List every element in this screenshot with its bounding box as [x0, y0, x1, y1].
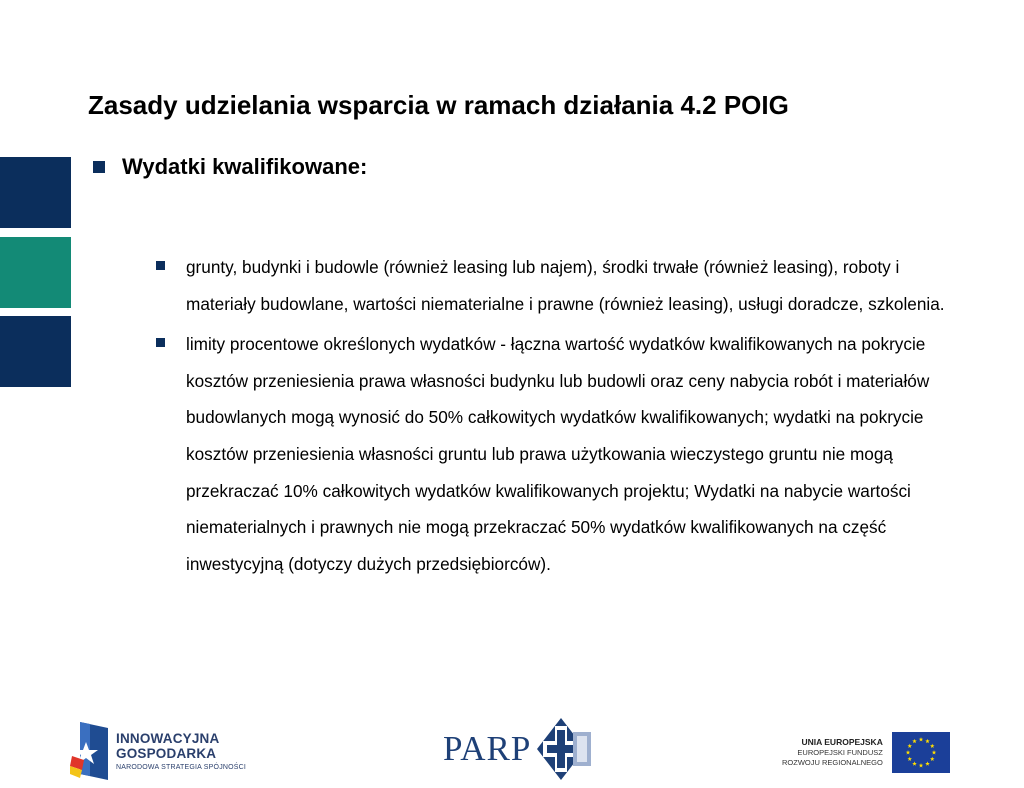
- parp-logo: [443, 718, 593, 780]
- footer-logos: [0, 716, 1024, 788]
- slide-title: Zasady udzielania wsparcia w ramach działania 4.2 POIG: [88, 90, 789, 120]
- side-block-navy-bottom: [0, 316, 71, 387]
- innowacyjna-star-mark-icon: [70, 722, 108, 780]
- square-bullet-icon: [156, 338, 165, 347]
- ue-fund: EUROPEJSKI FUNDUSZ: [797, 748, 883, 757]
- unia-europejska-logo: [782, 732, 950, 773]
- bullet-text: grunty, budynki i budowle (również leasing lub najem), środki trwałe (również leasing), roboty i materiały budowlane, wartości niematerialne i prawne (również leasing), usługi doradcze, szkolenia.: [186, 257, 945, 314]
- ue-title: UNIA EUROPEJSKA: [801, 737, 883, 747]
- square-bullet-icon: [93, 161, 105, 173]
- heading-item: [93, 154, 367, 180]
- parp-diamond-icon: [537, 718, 593, 780]
- strategia-text: NARODOWA STRATEGIA SPÓJNOŚCI: [116, 764, 247, 771]
- ue-region: ROZWOJU REGIONALNEGO: [782, 758, 883, 767]
- list-item: [156, 249, 956, 322]
- eu-flag-icon: [892, 732, 950, 773]
- innowacyjna-text: INNOWACYJNA: [116, 731, 220, 746]
- heading-text: Wydatki kwalifikowane:: [122, 154, 368, 179]
- bullet-list: [156, 249, 956, 582]
- gospodarka-text: GOSPODARKA: [116, 746, 217, 761]
- square-bullet-icon: [156, 261, 165, 270]
- side-block-teal: [0, 237, 71, 308]
- bullet-text: limity procentowe określonych wydatków - łączna wartość wydatków kwalifikowanych na pokrycie kosztów przeniesienia prawa własności budynku lub budowli oraz ceny nabycia robót i materiałów budowlanych mogą wynosić do 50% całkowitych wydatków kwalifikowanych; wydatki na pokrycie kosztów przeniesienia własności gruntu lub prawa użytkowania wieczystego gruntu nie mogą przekraczać 10% całkowitych wydatków kwalifikowanych projektu; Wydatki na nabycie wartości niematerialnych i prawnych nie mogą przekraczać 50% wydatków kwalifikowanych na część inwestycyjną (dotyczy dużych przedsiębiorców).: [186, 334, 930, 574]
- parp-wordmark: PARP: [443, 729, 532, 768]
- list-item: [156, 326, 956, 582]
- innowacyjna-gospodarka-logo: [70, 722, 246, 780]
- side-block-navy-top: [0, 157, 71, 228]
